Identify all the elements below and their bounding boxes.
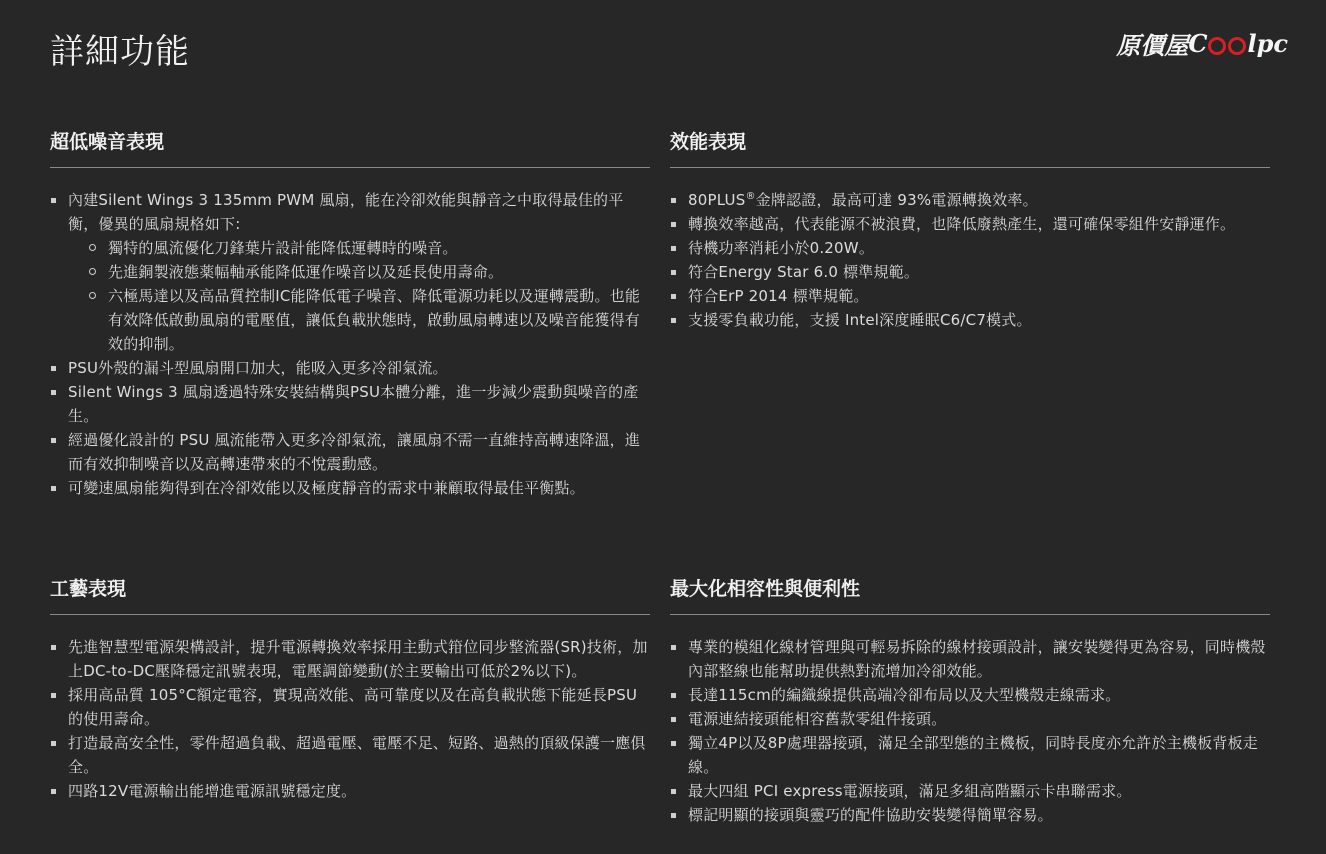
sub-list-item: 先進銅製液態薬幅軸承能降低運作噪音以及延長使用壽命。 <box>108 260 650 284</box>
logo-text-suffix: lpc <box>1247 29 1288 58</box>
list-item: Silent Wings 3 風扇透過特殊安裝結構與PSU本體分離，進一步減少震動與噪音的產生。 <box>68 380 650 428</box>
list-item: 長達115cm的編織線提供高端冷卻布局以及大型機殼走線需求。 <box>688 683 1270 707</box>
section-compatibility <box>670 574 1270 827</box>
list-item: 四路12V電源輸出能增進電源訊號穩定度。 <box>68 779 650 803</box>
logo-letter-c: C <box>1188 29 1208 58</box>
section-heading: 最大化相容性與便利性 <box>670 574 1270 615</box>
sub-list-item: 獨特的風流優化刀鋒葉片設計能降低運轉時的噪音。 <box>108 236 650 260</box>
logo-ring-icon <box>1208 37 1226 55</box>
list-item: 最大四組 PCI express電源接頭，滿足多組高階顯示卡串聯需求。 <box>688 779 1270 803</box>
list-item: 獨立4P以及8P處理器接頭，滿足全部型態的主機板，同時長度亦允許於主機板背板走線。 <box>688 731 1270 779</box>
section-efficiency <box>670 127 1270 332</box>
brand-logo[interactable] <box>1116 26 1288 61</box>
sub-feature-list <box>68 236 650 356</box>
section-heading: 工藝表現 <box>50 574 650 615</box>
sub-list-item: 六極馬達以及高品質控制IC能降低電子噪音、降低電源功耗以及運轉震動。也能有效降低啟動風扇的電壓值，讓低負載狀態時，啟動風扇轉速以及噪音能獲得有效的抑制。 <box>108 284 650 356</box>
feature-list <box>50 635 650 803</box>
section-heading: 超低噪音表現 <box>50 127 650 168</box>
page-title: 詳細功能 <box>50 32 190 72</box>
section-heading: 效能表現 <box>670 127 1270 168</box>
logo-text-prefix: 原價屋 <box>1116 31 1189 60</box>
feature-list <box>670 188 1270 332</box>
list-item: 標記明顯的接頭與靈巧的配件協助安裝變得簡單容易。 <box>688 803 1270 827</box>
list-item-text: 內建Silent Wings 3 135mm PWM 風扇，能在冷卻效能與靜音之中取得最佳的平衡，優異的風扇規格如下: <box>68 191 624 233</box>
list-item: 先進智慧型電源架構設計，提升電源轉換效率採用主動式箝位同步整流器(SR)技術，加上DC-to-DC壓降穩定訊號表現，電壓調節變動(於主要輸出可低於2%以下)。 <box>68 635 650 683</box>
list-item: 打造最高安全性，零件超過負載、超過電壓、電壓不足、短路、過熱的頂級保護一應俱全。 <box>68 731 650 779</box>
list-item: 電源連結接頭能相容舊款零組件接頭。 <box>688 707 1270 731</box>
list-item <box>688 188 1270 212</box>
list-item: 符合ErP 2014 標準規範。 <box>688 284 1270 308</box>
list-item: 轉換效率越高，代表能源不被浪費，也降低廢熱產生，還可確保零組件安靜運作。 <box>688 212 1270 236</box>
list-item: 經過優化設計的 PSU 風流能帶入更多冷卻氣流，讓風扇不需一直維持高轉速降溫，進而有效抑制噪音以及高轉速帶來的不悅震動感。 <box>68 428 650 476</box>
section-low-noise <box>50 127 650 500</box>
list-item: 符合Energy Star 6.0 標準規範。 <box>688 260 1270 284</box>
logo-ring-icon <box>1228 37 1246 55</box>
list-item-text: 金牌認證，最高可達 93%電源轉換效率。 <box>755 191 1038 209</box>
list-item: 支援零負載功能，支援 Intel深度睡眠C6/C7模式。 <box>688 308 1270 332</box>
list-item: 可變速風扇能夠得到在冷卻效能以及極度靜音的需求中兼顧取得最佳平衡點。 <box>68 476 650 500</box>
list-item: 採用高品質 105°C額定電容，實現高效能、高可靠度以及在高負載狀態下能延長PSU的使用壽命。 <box>68 683 650 731</box>
section-craftsmanship <box>50 574 650 803</box>
feature-list <box>50 188 650 500</box>
list-item-text: 80PLUS <box>688 191 746 209</box>
list-item: PSU外殼的漏斗型風扇開口加大，能吸入更多冷卻氣流。 <box>68 356 650 380</box>
list-item: 待機功率消耗小於0.20W。 <box>688 236 1270 260</box>
feature-list <box>670 635 1270 827</box>
list-item: 專業的模組化線材管理與可輕易拆除的線材接頭設計，讓安裝變得更為容易，同時機殼內部整線也能幫助提供熱對流增加冷卻效能。 <box>688 635 1270 683</box>
list-item <box>68 188 650 356</box>
registered-mark: ® <box>745 191 756 202</box>
